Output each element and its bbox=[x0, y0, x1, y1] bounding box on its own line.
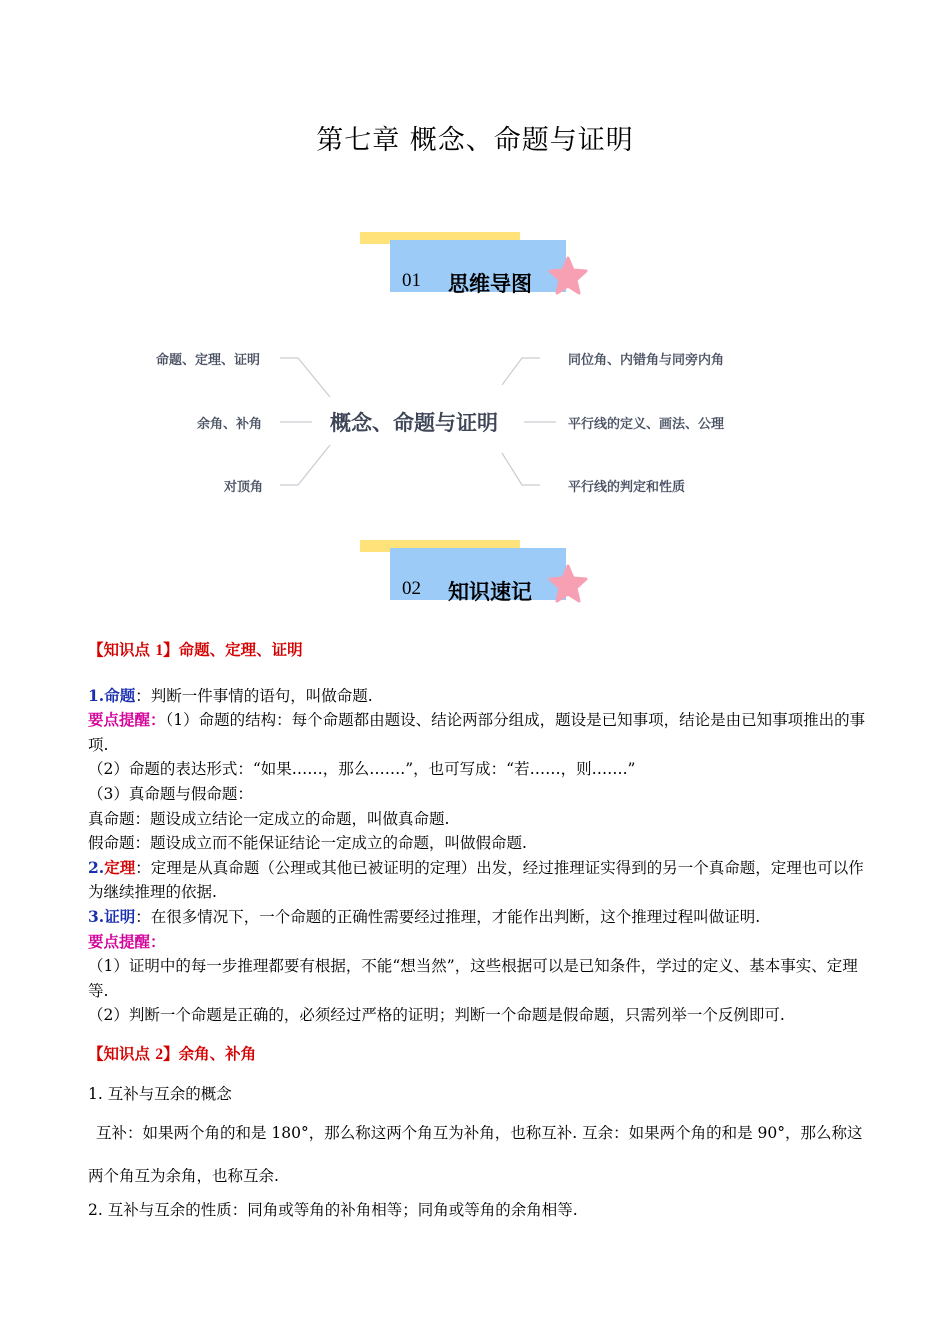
mind-map bbox=[140, 335, 780, 510]
mind-map-node: 对顶角 bbox=[224, 480, 264, 495]
heading-open: 【知识点 bbox=[88, 1043, 151, 1063]
item-number: 1. bbox=[88, 685, 105, 705]
tip-true-false: （3）真命题与假命题： bbox=[88, 784, 253, 803]
section-label: 知识速记 bbox=[448, 580, 532, 604]
definition-text: 判断一件事情的语句，叫做命题. bbox=[150, 686, 373, 705]
item-number: 2. bbox=[88, 857, 105, 877]
tip-structure bbox=[88, 708, 868, 757]
tip-form: （2）命题的表达形式：“如果……，那么…….”，也可写成：“若……，则…….” bbox=[88, 760, 636, 779]
mind-map-node: 余角、补角 bbox=[197, 417, 263, 432]
tip-label: 要点提醒： bbox=[88, 931, 166, 951]
colon: ： bbox=[135, 686, 151, 705]
mind-map-node: 命题、定理、证明 bbox=[156, 353, 261, 368]
colon: ： bbox=[135, 907, 151, 926]
heading-number: 2 bbox=[155, 1045, 164, 1063]
term-proposition: 命题 bbox=[104, 685, 136, 705]
heading-close: 】余角、补角 bbox=[163, 1043, 257, 1063]
definition-theorem bbox=[88, 856, 868, 905]
true-proposition: 真命题：题设成立结论一定成立的命题，叫做真命题. bbox=[88, 809, 450, 828]
section-number: 01 bbox=[402, 270, 421, 291]
knowledge-content bbox=[88, 638, 868, 1223]
section-badge-mindmap bbox=[360, 232, 600, 312]
colon: ： bbox=[135, 858, 151, 877]
mind-map-node: 同位角、内错角与同旁内角 bbox=[568, 353, 725, 368]
definition-text: 定理是从真命题（公理或其他已被证明的定理）出发，经过推理证实得到的另一个真命题，定理也可以作为继续推理的依据. bbox=[88, 858, 864, 902]
knowledge-point-1-heading bbox=[88, 638, 868, 664]
complement-concept-heading: 1. 互补与互余的概念 bbox=[88, 1084, 232, 1103]
heading-open: 【知识点 bbox=[88, 640, 151, 659]
heading-close: 】命题、定理、证明 bbox=[163, 640, 303, 659]
section-badge-knowledge bbox=[360, 540, 600, 620]
definition-text: 在很多情况下，一个命题的正确性需要经过推理，才能作出判断，这个推理过程叫做证明. bbox=[150, 907, 761, 926]
mind-map-node: 平行线的判定和性质 bbox=[568, 480, 686, 495]
star-icon bbox=[548, 564, 588, 604]
tip-text: （1）命题的结构：每个命题都由题设、结论两部分组成，题设是已知事项，结论是由已知事项推出的事项. bbox=[88, 711, 866, 754]
false-proposition: 假命题：题设成立而不能保证结论一定成立的命题，叫做假命题. bbox=[88, 834, 527, 853]
item-number: 3. bbox=[88, 906, 105, 926]
heading-number: 1 bbox=[155, 642, 164, 659]
proof-note-1: （1）证明中的每一步推理都要有根据，不能“想当然”，这些根据可以是已知条件，学过的定义、基本事实、定理等. bbox=[88, 957, 858, 1000]
tip-label: 要点提醒： bbox=[88, 710, 166, 730]
proof-note-2: （2）判断一个命题是正确的，必须经过严格的证明；判断一个命题是假命题，只需列举一个反例即可. bbox=[88, 1006, 785, 1025]
definition-proof bbox=[88, 905, 868, 930]
complement-property: 2. 互补与互余的性质：同角或等角的补角相等；同角或等角的余角相等. bbox=[88, 1201, 578, 1220]
definition-proposition bbox=[88, 684, 868, 709]
star-icon bbox=[548, 256, 588, 296]
term-proof: 证明 bbox=[104, 906, 136, 926]
knowledge-point-2-heading bbox=[88, 1042, 868, 1068]
section-number: 02 bbox=[402, 578, 421, 599]
complement-definition: 互补：如果两个角的和是 180°，那么称这两个角互为补角，也称互补. 互余：如果两个角的和是 90°，那么称这两个角互为余角，也称互余. bbox=[88, 1124, 863, 1186]
mind-map-center: 概念、命题与证明 bbox=[330, 411, 498, 435]
page-title: 第七章 概念、命题与证明 bbox=[316, 125, 634, 156]
section-label: 思维导图 bbox=[448, 272, 532, 296]
term-theorem: 定理 bbox=[104, 857, 136, 877]
mind-map-node: 平行线的定义、画法、公理 bbox=[568, 417, 725, 432]
